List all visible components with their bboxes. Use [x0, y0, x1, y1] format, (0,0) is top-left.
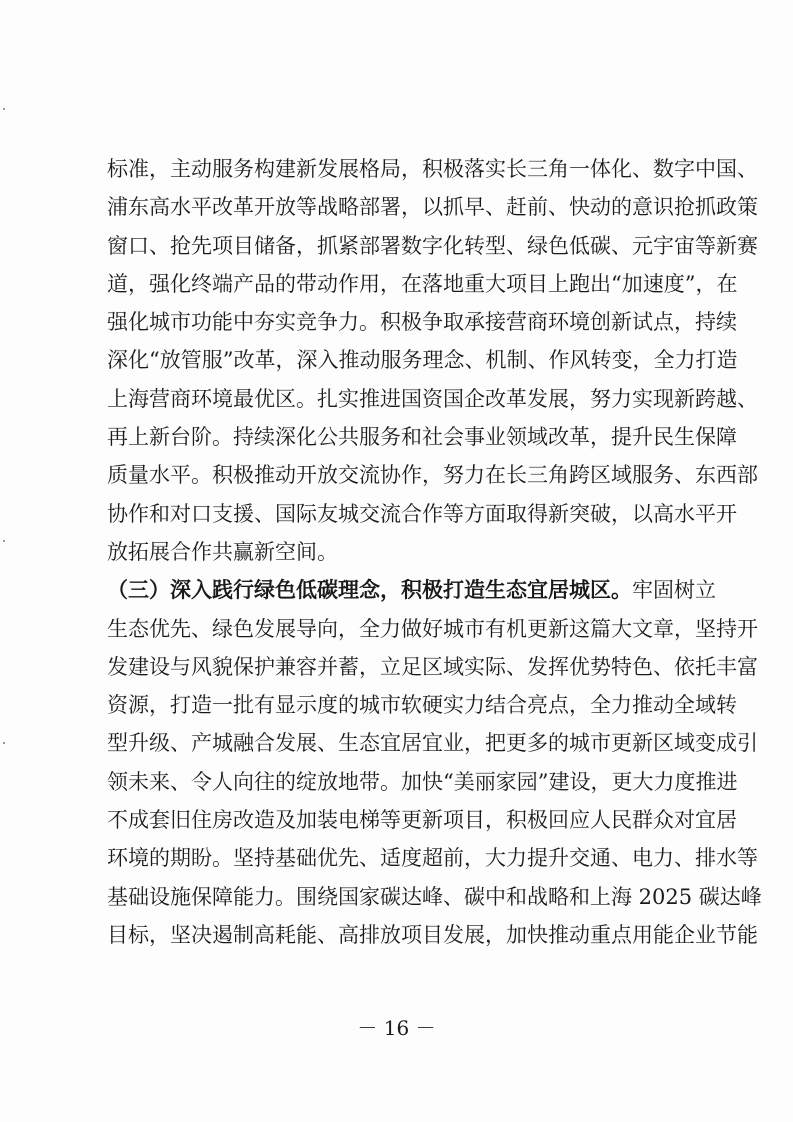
section-heading: （三）深入践行绿色低碳理念，积极打造生态宜居城区。 — [107, 577, 632, 603]
section-heading-rest: 牢固树立 — [632, 578, 716, 603]
margin-mark — [3, 540, 5, 542]
text-line: 放拓展合作共赢新空间。 — [107, 539, 338, 564]
text-line: 发建设与风貌保护兼容并蓄，立足区域实际、发挥优势特色、依托丰富 — [107, 654, 758, 679]
text-line: 目标，坚决遏制高耗能、高排放项目发展，加快推动重点用能企业节能 — [107, 922, 758, 947]
margin-mark — [3, 742, 5, 744]
text-line: 质量水平。积极推动开放交流协作，努力在长三角跨区域服务、东西部 — [107, 463, 758, 488]
text-line: 再上新台阶。持续深化公共服务和社会事业领域改革，提升民生保障 — [107, 425, 737, 450]
text-line: 窗口、抢先项目储备，抓紧部署数字化转型、绿色低碳、元宇宙等新赛 — [107, 233, 758, 258]
text-line: 上海营商环境最优区。扎实推进国资国企改革发展，努力实现新跨越、 — [107, 386, 758, 411]
text-line: 领未来、令人向往的绽放地带。加快“美丽家园”建设，更大力度推进 — [107, 769, 738, 794]
body-text — [107, 150, 762, 954]
text-line: 标准，主动服务构建新发展格局，积极落实长三角一体化、数字中国、 — [107, 157, 758, 181]
text-line: 强化城市功能中夯实竞争力。积极争取承接营商环境创新试点，持续 — [107, 310, 737, 335]
section-heading-line — [107, 571, 715, 609]
text-line: 基础设施保障能力。围绕国家碳达峰、碳中和战略和上海 2025 碳达峰 — [107, 884, 762, 909]
text-line: 不成套旧住房改造及加装电梯等更新项目，积极回应人民群众对宜居 — [107, 808, 737, 833]
text-line: 型升级、产城融合发展、生态宜居宜业，把更多的城市更新区域变成引 — [107, 731, 758, 756]
text-line: 浦东高水平改革开放等战略部署，以抓早、赶前、快动的意识抢抓政策 — [107, 195, 758, 220]
text-line: 资源，打造一批有显示度的城市软硬实力结合亮点，全力推动全域转 — [107, 693, 737, 718]
text-line: 深化“放管服”改革，深入推动服务理念、机制、作风转变，全力打造 — [107, 348, 738, 373]
text-line: 道，强化终端产品的带动作用，在落地重大项目上跑出“加速度”，在 — [107, 271, 738, 296]
text-line: 生态优先、绿色发展导向，全力做好城市有机更新这篇大文章，坚持开 — [107, 616, 758, 641]
text-line: 环境的期盼。坚持基础优先、适度超前，大力提升交通、电力、排水等 — [107, 846, 758, 871]
page-number: － 16 － — [357, 1016, 436, 1040]
text-line: 协作和对口支援、国际友城交流合作等方面取得新突破，以高水平开 — [107, 501, 737, 526]
margin-mark — [3, 108, 5, 110]
